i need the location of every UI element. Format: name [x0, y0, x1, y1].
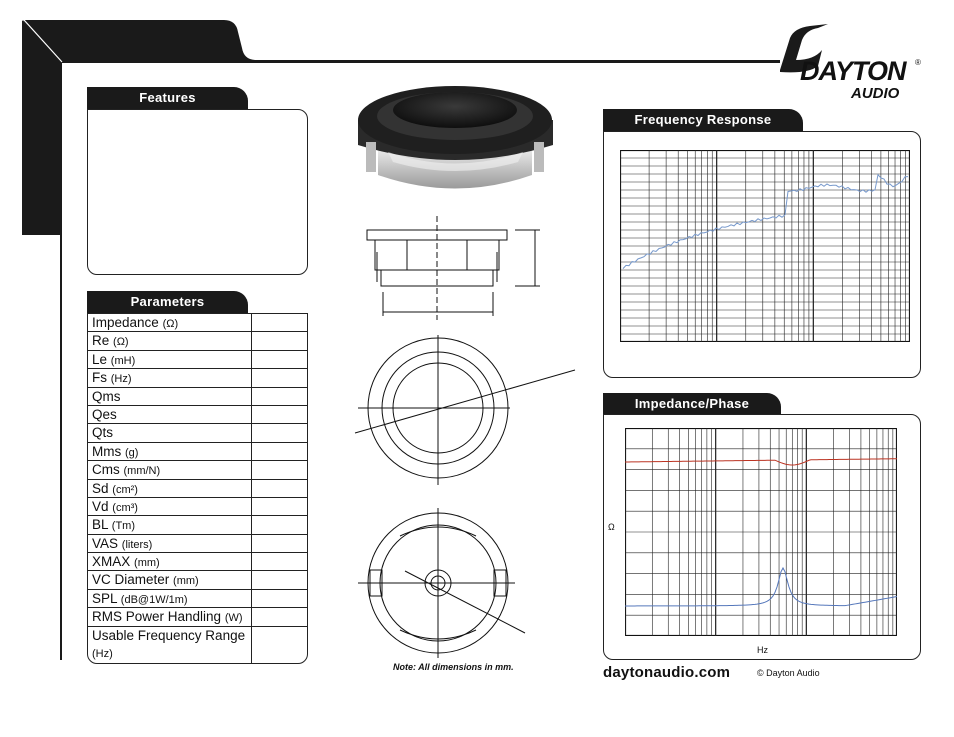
- parameter-row: [88, 443, 307, 461]
- parameter-label: [88, 406, 252, 423]
- parameters-title: Parameters: [87, 291, 248, 313]
- phase-curve: [625, 459, 897, 465]
- parameter-name: Re: [92, 333, 110, 349]
- parameter-value: [252, 369, 307, 386]
- parameter-name: Impedance: [92, 315, 159, 330]
- parameter-unit: (mm/N): [123, 465, 161, 478]
- parameter-name: Qms: [92, 388, 121, 404]
- parameter-value: [252, 498, 307, 515]
- parameter-value: [252, 480, 307, 497]
- impedance-phase-title: Impedance/Phase: [603, 393, 781, 415]
- parameter-row: [88, 608, 307, 626]
- parameter-value: [252, 516, 307, 533]
- parameter-row: [88, 332, 307, 350]
- parameter-name: Usable Frequency Range: [92, 627, 246, 643]
- impedance-y-label: Ω: [608, 522, 615, 532]
- features-box: [87, 109, 308, 275]
- parameter-label: [88, 516, 252, 533]
- parameter-row: [88, 406, 307, 424]
- parameter-name: BL: [92, 517, 109, 533]
- parameter-row: [88, 480, 307, 498]
- parameter-name: Qts: [92, 425, 114, 441]
- parameter-value: [252, 332, 307, 349]
- parameter-label: [88, 590, 252, 607]
- parameter-name: Sd: [92, 480, 109, 496]
- parameter-label: [88, 627, 252, 663]
- parameter-value: [252, 461, 307, 478]
- parameter-unit: (g): [125, 446, 139, 459]
- parameter-unit: (mm): [134, 557, 160, 570]
- parameter-label: [88, 351, 252, 368]
- parameter-value: [252, 590, 307, 607]
- brand-name: DAYTON: [800, 56, 906, 86]
- parameter-row: [88, 590, 307, 608]
- parameter-label: [88, 369, 252, 386]
- parameter-label: [88, 443, 252, 460]
- parameter-name: SPL: [92, 590, 118, 606]
- parameter-unit: (cm³): [112, 501, 138, 514]
- parameters-table: [87, 313, 308, 664]
- parameter-label: [88, 461, 252, 478]
- parameter-value: [252, 553, 307, 570]
- parameter-unit: (dB@1W/1m): [120, 593, 188, 606]
- parameter-value: [252, 351, 307, 368]
- parameter-row: [88, 571, 307, 589]
- parameter-unit: (Ω): [162, 318, 179, 330]
- parameter-label: [88, 388, 252, 405]
- dimensions-note: Note: All dimensions in mm.: [393, 662, 514, 672]
- parameter-label: [88, 314, 252, 331]
- parameter-name: Mms: [92, 443, 122, 459]
- parameter-unit: (Hz): [110, 373, 132, 386]
- parameter-value: [252, 571, 307, 588]
- copyright: © Dayton Audio: [757, 668, 820, 678]
- parameter-row: [88, 627, 307, 663]
- driver-photo: [348, 80, 563, 200]
- parameter-row: [88, 351, 307, 369]
- website-link[interactable]: daytonaudio.com: [603, 664, 731, 681]
- parameter-name: Le: [92, 351, 108, 367]
- parameter-name: VC Diameter: [92, 572, 170, 588]
- parameter-label: [88, 535, 252, 552]
- side-view-drawing: [355, 212, 555, 322]
- parameter-label: [88, 498, 252, 515]
- parameter-name: Vd: [92, 498, 109, 514]
- rear-view-drawing: [350, 508, 550, 668]
- parameter-row: [88, 424, 307, 442]
- parameter-unit: (mH): [110, 354, 136, 367]
- brand-sub: AUDIO: [851, 85, 900, 102]
- registered-mark: ®: [915, 58, 921, 67]
- parameter-value: [252, 627, 307, 663]
- parameter-value: [252, 388, 307, 405]
- front-view-drawing: [350, 335, 580, 495]
- impedance-phase-chart: [625, 428, 897, 636]
- parameter-row: [88, 535, 307, 553]
- parameter-name: Cms: [92, 462, 120, 478]
- parameter-unit: (cm²): [112, 483, 138, 496]
- parameter-value: [252, 608, 307, 625]
- parameter-value: [252, 443, 307, 460]
- parameter-row: [88, 553, 307, 571]
- parameter-value: [252, 314, 307, 331]
- parameter-row: [88, 314, 307, 332]
- parameter-name: VAS: [92, 535, 119, 551]
- parameter-label: [88, 332, 252, 349]
- parameter-label: [88, 608, 252, 625]
- parameter-unit: (mm): [173, 575, 199, 588]
- parameter-label: [88, 571, 252, 588]
- parameter-row: [88, 498, 307, 516]
- frequency-response-chart: [620, 150, 910, 342]
- parameter-row: [88, 461, 307, 479]
- frequency-response-curve: [623, 175, 908, 269]
- parameter-row: [88, 369, 307, 387]
- parameter-name: Fs: [92, 370, 107, 386]
- parameter-value: [252, 535, 307, 552]
- parameter-unit: (Tm): [111, 520, 135, 533]
- parameter-unit: (W): [224, 612, 243, 625]
- parameter-unit: (Ω): [113, 336, 129, 349]
- parameter-value: [252, 424, 307, 441]
- parameter-row: [88, 388, 307, 406]
- features-title: Features: [87, 87, 248, 109]
- parameter-label: [88, 480, 252, 497]
- parameter-name: RMS Power Handling: [92, 609, 222, 625]
- impedance-x-label: Hz: [757, 645, 768, 655]
- parameter-row: [88, 516, 307, 534]
- parameter-name: Qes: [92, 406, 117, 422]
- parameter-name: XMAX: [92, 554, 131, 570]
- parameter-value: [252, 406, 307, 423]
- parameter-unit: (liters): [121, 538, 153, 551]
- frequency-response-title: Frequency Response: [603, 109, 803, 131]
- parameter-label: [88, 553, 252, 570]
- parameter-unit: (Hz): [92, 647, 113, 660]
- parameter-label: [88, 424, 252, 441]
